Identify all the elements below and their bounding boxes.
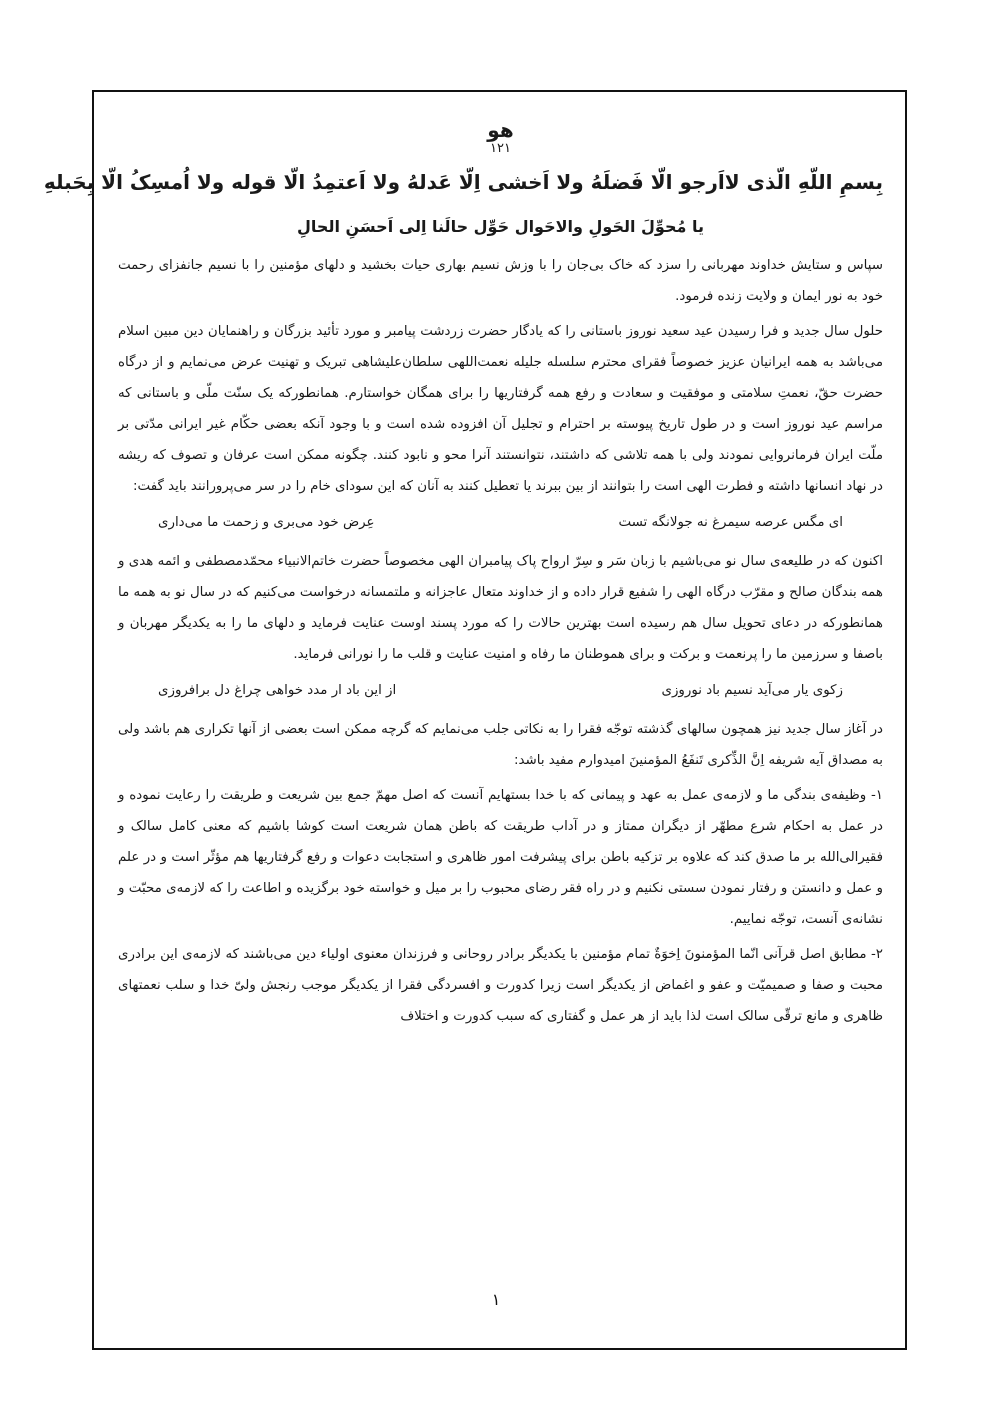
verse-2-right: زکوی یار می‌آید نسیم باد نوروزی	[661, 683, 843, 698]
paragraph-opening: سپاس و ستایش خداوند مهربانی را سزد که خاک بی‌جان را با وزش نسیم بهاری حیات بخشید و دلهای مؤمنین را با نسیم جانفزای رحمت خود به نور ایمان و ولایت زنده فرمود.	[118, 258, 883, 304]
invocation-heading: بِسمِ اللّهِ الّذی لااَرجو الّا فَضلَهُ ولا اَخشی اِلّا عَدلهُ ولا اَعتمِدُ الّا قوله ولا اُمسِکُ الّا بِحَبلهِ	[43, 170, 883, 194]
verse-2	[158, 674, 843, 708]
document-body	[43, 118, 883, 1036]
verse-2-left: از این باد ار مدد خواهی چراغ دل برافروزی	[158, 683, 397, 698]
paragraph-points-intro: در آغاز سال جدید نیز همچون سالهای گذشته توجّه فقرا را به نکاتی جلب می‌نمایم که گرچه ممکن است بعضی از آنها تکراری هم باشد ولی به مصداق آیه شریفه اِنَّ الذِّکری تَنفَعُ المؤمنینَ امیدوارم مفید باشد:	[118, 722, 883, 768]
page-number-top: ۱۲۱	[490, 141, 511, 156]
prayer-heading: یا مُحوِّلَ الحَولِ والاحَوال حَوِّل حالَنا اِلی اَحسَنِ الحالِ	[297, 217, 704, 236]
paragraph-point-2: ۲- مطابق اصل قرآنی انّما المؤمنونَ اِخوَةٌ تمام مؤمنین با یکدیگر برادر روحانی و فرزندان معنوی اولیاء دین می‌باشند که لازمه‌ی این برادری محبت و صفا و صمیمیّت و عفو و اغماض از یکدیگر است زیرا کدورت و افسردگی فقرا از یکدیگر موجب رنجش ولیّ خدا و سلب نعمتهای ظاهری و مانع ترقّی سالک است لذا باید از هر عمل و گفتاری که سبب کدورت و اختلاف	[118, 947, 883, 1024]
verse-1	[158, 506, 843, 540]
paragraph-point-1: ۱- وظیفه‌ی بندگی ما و لازمه‌ی عمل به عهد و پیمانی که با خدا بستهایم آنست که اصل مهمّ جمع بین شریعت و طریقت را رعایت نموده و در عمل به احکام شرع مطهّر از دیگران ممتاز و در آداب طریقت که باطن همان شریعت است کوشا باشیم که معنی کامل سالک و فقیرالی‌الله بر ما صدق کند که علاوه بر تزکیه باطن برای پیشرفت امور ظاهری و استجابت دعوات و رفع گرفتاریها هم مؤثّر است و در علم و عمل و دانستن و رفتار نمودن سستی نکنیم و در راه فقر رضای محبوب را بر میل و خواسته خود برگزیده و اطاعت را که لازمه‌ی محبّت و نشانه‌ی آنست، توجّه نماییم.	[118, 788, 883, 927]
page-number-footer: ۱	[491, 1290, 501, 1309]
paragraph-nowruz: حلول سال جدید و فرا رسیدن عید سعید نوروز باستانی را که یادگار حضرت زردشت پیامبر و مورد تأئید بزرگان و راهنمایان دین مبین اسلام می‌باشد به همه ایرانیان عزیز خصوصاً فقرای محترم سلسله جلیله نعمت‌اللهی سلطان‌علیشاهی تبریک و تهنیت عرض می‌نمایم و از درگاه حضرت حقّ، نعمتِ سلامتی و موفقیت و سعادت و رفع همه گرفتاریها را برای همگان خواستارم. همانطورکه یک سنّت ملّی و باستانی که مراسم عید نوروز است و در طول تاریخ پیوسته بر احترام و تجلیل آن افزوده شده است و با وجود آنکه بعضی حکّام غیر ایرانی مدّتی بر ملّت ایران فرمانروایی نمودند ولی با همه تلاشی که داشتند، نتوانستند آنرا محو و نابود کنند. چگونه ممکن است عرفان و تصوف که ریشه در نهاد انسانها داشته و فطرت الهی است را بتوانند از بین ببرند یا تعطیل کنند به آنان که این سودای خام را در سر می‌پرورانند باید گفت:	[118, 324, 883, 494]
monogram: هو	[487, 118, 514, 142]
verse-1-right: ای مگس عرصه سیمرغ نه جولانگه تست	[618, 515, 843, 530]
verse-1-left: عِرض خود می‌بری و زحمت ما می‌داری	[158, 515, 375, 530]
paragraph-new-year-prayer: اکنون که در طلیعه‌ی سال نو می‌باشیم با زبان سَر و سِرّ ارواح پاک پیامبران الهی مخصوصاً حضرت خاتم‌الانبیاء محمّدمصطفی و ائمه هدی و همه بندگان صالح و مقرّب درگاه الهی را شفیع قرار داده و از خداوند متعال عاجزانه و ملتمسانه درخواست می‌کنیم که در سال نو به همه ما همانطورکه در دعای تحویل سال هم رسیده است بهترین حالات را که مورد پسند اوست عنایت فرماید و دلهای ما را به یکدیگر مهربان و باصفا و سرزمین ما را پرنعمت و برکت و برای هموطنان ما رفاه و امنیت عنایت و قلب ما را نورانی فرماید.	[118, 554, 883, 662]
